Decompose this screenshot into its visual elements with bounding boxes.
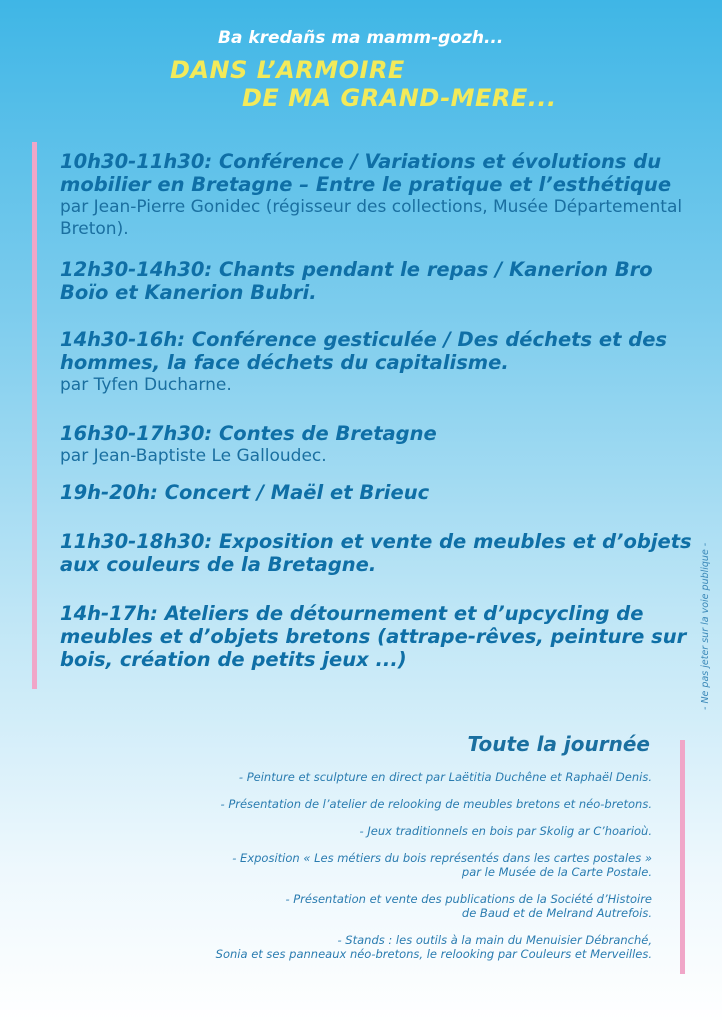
- program-item-sub: par Tyfen Ducharne.: [60, 375, 232, 395]
- program-item-title: 16h30-17h30: Contes de Bretagne: [60, 422, 437, 445]
- activity-item: [32, 892, 652, 920]
- header-breton-title: Ba kredañs ma mamm-gozh...: [218, 28, 504, 48]
- activity-item: [32, 770, 652, 784]
- activity-line: - Jeux traditionnels en bois par Skolig ar C’hoarioù.: [359, 824, 652, 838]
- program-item-title: 14h30-16h: Conférence gesticulée / Des déchets et des hommes, la face déchets du capitalisme.: [60, 328, 668, 374]
- left-accent-bar: [32, 142, 37, 689]
- activity-line: - Peinture et sculpture en direct par Laëtitia Duchêne et Raphaël Denis.: [238, 770, 652, 784]
- activity-line: par le Musée de la Carte Postale.: [461, 865, 652, 879]
- activity-line: Sonia et ses panneaux néo-bretons, le relooking par Couleurs et Merveilles.: [215, 947, 652, 961]
- program-item-5: [60, 481, 700, 504]
- program-list: [60, 150, 700, 671]
- header-title-line1: DANS L’ARMOIRE: [170, 56, 405, 84]
- program-item-title: 12h30-14h30: Chants pendant le repas / Kanerion Bro Boïo et Kanerion Bubri.: [60, 258, 653, 304]
- activity-line: - Présentation et vente des publications de la Société d’Histoire: [285, 892, 652, 906]
- program-item-title: 11h30-18h30: Exposition et vente de meubles et d’objets aux couleurs de la Bretagne.: [60, 530, 692, 576]
- program-item-7: [60, 602, 700, 671]
- activity-item: [32, 851, 652, 879]
- right-accent-bar: [680, 740, 685, 974]
- activity-line: - Présentation de l’atelier de relooking de meubles bretons et néo-bretons.: [220, 797, 652, 811]
- program-item-sub: par Jean-Pierre Gonidec (régisseur des collections, Musée Départemental Breton).: [60, 197, 683, 239]
- side-note-text: - Ne pas jeter sur la voie publique -: [700, 542, 711, 710]
- activity-line: de Baud et de Melrand Autrefois.: [461, 906, 652, 920]
- program-item-6: [60, 530, 700, 576]
- activity-line: - Stands : les outils à la main du Menuisier Débranché,: [337, 933, 652, 947]
- program-item-sub: par Jean-Baptiste Le Galloudec.: [60, 446, 327, 466]
- activity-item: [32, 933, 652, 961]
- activity-line: - Exposition « Les métiers du bois représentés dans les cartes postales »: [232, 851, 652, 865]
- program-item-2: [60, 258, 700, 304]
- program-item-1: [60, 150, 700, 240]
- all-day-title: Toute la journée: [467, 732, 650, 756]
- program-item-title: 10h30-11h30: Conférence / Variations et évolutions du mobilier en Bretagne – Entre le pratique et l’esthétique: [60, 150, 672, 196]
- side-note: [700, 520, 716, 710]
- program-item-3: [60, 328, 700, 396]
- activity-item: [32, 824, 652, 838]
- header-title-line2: DE MA GRAND-MERE...: [242, 84, 557, 112]
- program-item-title: 14h-17h: Ateliers de détournement et d’upcycling de meubles et d’objets bretons (attrape-rêves, peinture sur bois, création de petits jeux ...): [60, 602, 687, 671]
- activity-item: [32, 797, 652, 811]
- all-day-activities: [32, 770, 652, 974]
- program-item-4: [60, 422, 700, 467]
- program-item-title: 19h-20h: Concert / Maël et Brieuc: [60, 481, 430, 504]
